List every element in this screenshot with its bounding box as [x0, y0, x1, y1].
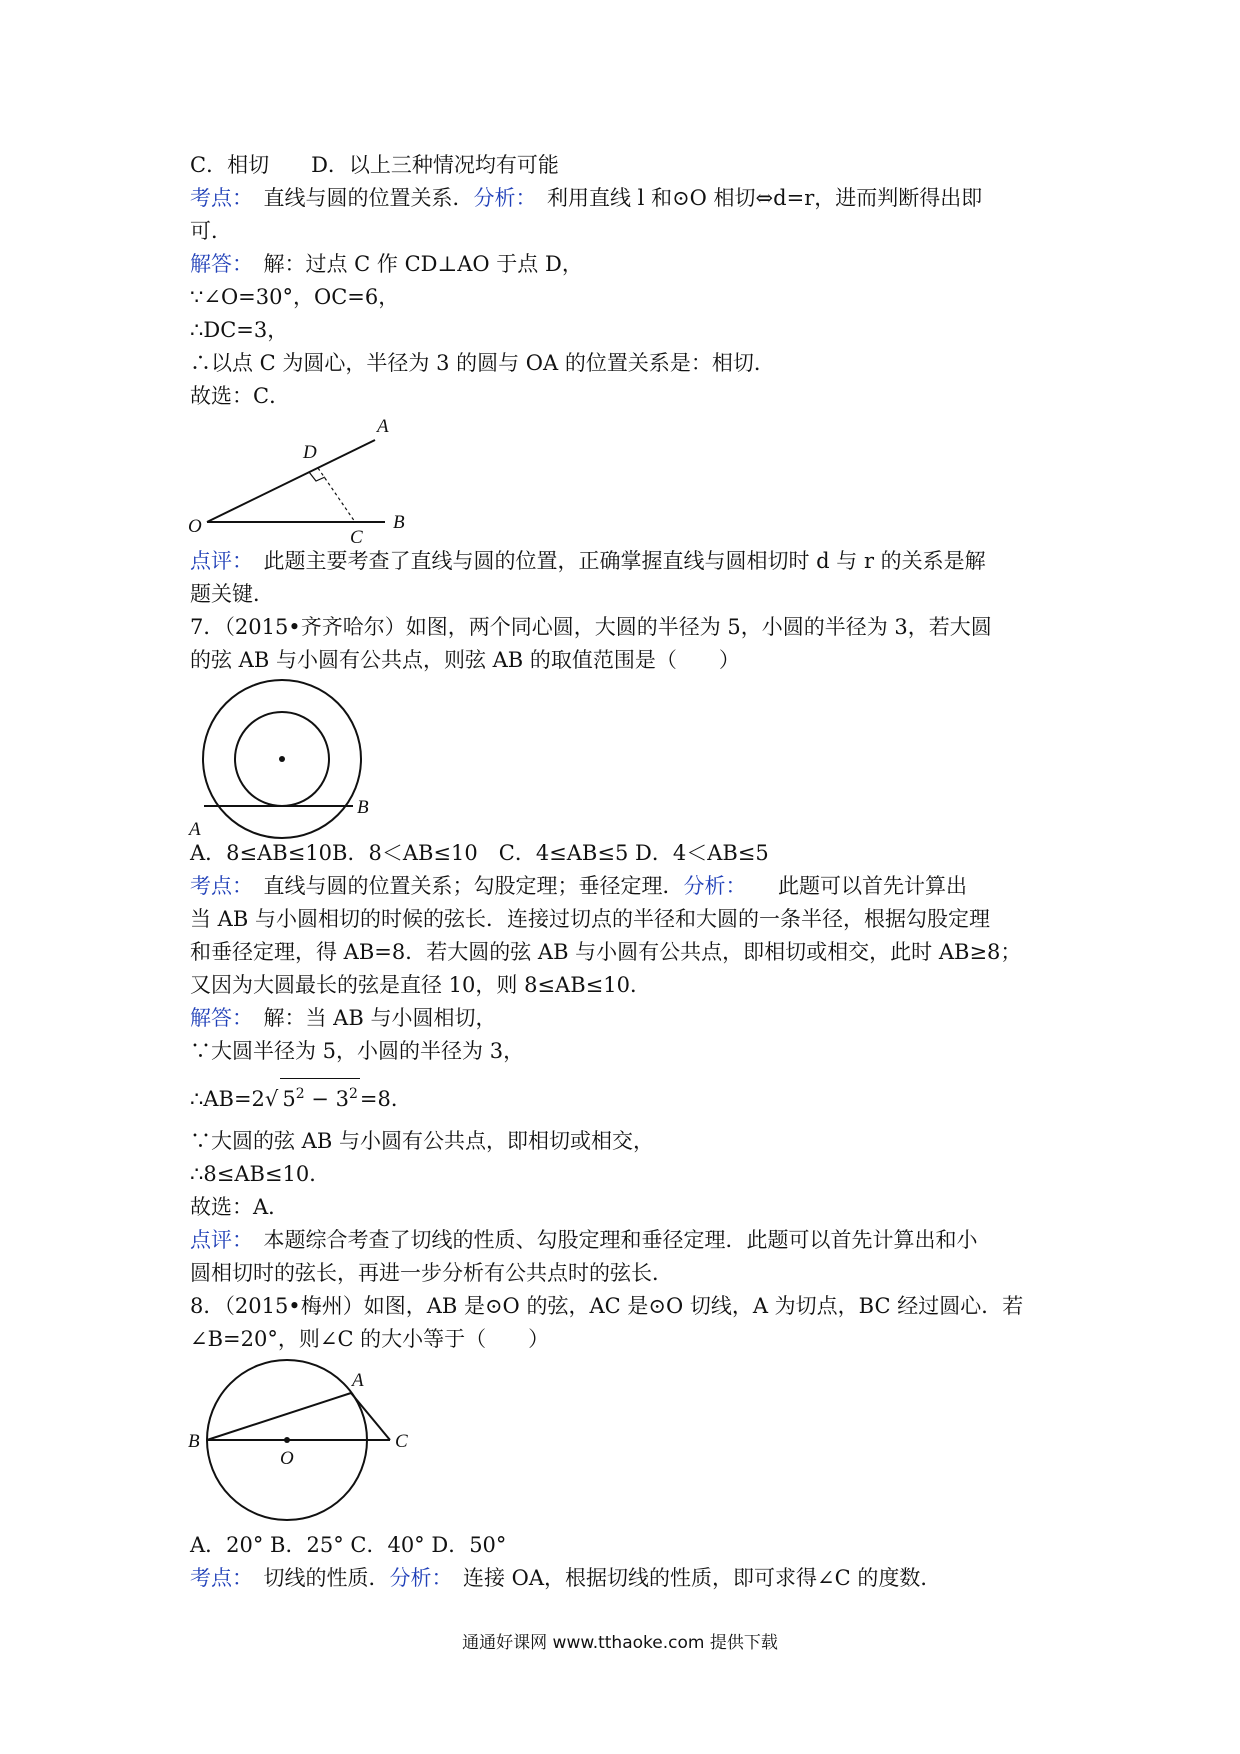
line-dc-dashed: [318, 468, 355, 522]
label-d: D: [303, 442, 317, 463]
q6-fenxi-cont: 可．: [190, 219, 232, 243]
q7-stem1: 7．（2015•齐齐哈尔）如图，两个同心圆，大圆的半径为 5，小圆的半径为 3，若大圆: [190, 615, 992, 639]
q7-dianping-line: [190, 1225, 978, 1255]
jieda-text: 解：当 AB 与小圆相切，: [242, 1006, 497, 1030]
formula-left: ∴AB=2: [190, 1087, 265, 1111]
label-a: A: [189, 819, 201, 840]
q7-fenxi-l3: 和垂径定理，得 AB=8．若大圆的弦 AB 与小圆有公共点，即相切或相交，此时 AB≥8；: [190, 940, 1022, 964]
q6-options-cd: C．相切 D．以上三种情况均有可能: [190, 153, 559, 177]
q8-options: A．20° B．25° C．40° D．50°: [190, 1533, 507, 1557]
q7-dianping-cont: 圆相切时的弦长，再进一步分析有公共点时的弦长．: [190, 1261, 673, 1285]
kaodian-label: 考点：: [190, 874, 243, 898]
label-b: B: [393, 512, 405, 533]
q8-stem2: ∠B=20°，则∠C 的大小等于（ ）: [190, 1327, 550, 1351]
q7-formula: [190, 1078, 412, 1114]
q6-step1: ∵∠O=30°，OC=6，: [190, 285, 400, 309]
q7-step3: ∴8≤AB≤10．: [190, 1162, 331, 1186]
right-angle-mark: [309, 472, 325, 481]
q7-step2: ∵大圆的弦 AB 与小圆有公共点，即相切或相交，: [190, 1129, 654, 1153]
q7-figure: [185, 675, 385, 845]
fenxi-label: 分析：: [683, 874, 736, 898]
jieda-label: 解答：: [190, 252, 243, 276]
dianping-text: 此题主要考查了直线与圆的位置，正确掌握直线与圆相切时 d 与 r 的关系是解: [242, 549, 986, 573]
dianping-text: 本题综合考查了切线的性质、勾股定理和垂径定理．此题可以首先计算出和小: [242, 1228, 978, 1252]
q7-step1: ∵大圆半径为 5，小圆的半径为 3，: [190, 1039, 525, 1063]
kaodian-text: 直线与圆的位置关系．: [242, 186, 474, 210]
jieda-label: 解答：: [190, 1006, 243, 1030]
radicand-b: 3: [335, 1087, 349, 1111]
fenxi-label: 分析：: [389, 1566, 442, 1590]
q7-answer: 故选：A．: [190, 1195, 290, 1219]
kaodian-text: 直线与圆的位置关系；勾股定理；垂径定理．: [242, 874, 684, 898]
line-oa: [207, 440, 375, 522]
fenxi-text: 此题可以首先计算出: [736, 874, 967, 898]
formula-right: =8．: [359, 1087, 412, 1111]
dianping-label: 点评：: [190, 1228, 243, 1252]
label-b: B: [188, 1431, 200, 1452]
label-o: O: [188, 516, 202, 537]
kaodian-label: 考点：: [190, 1566, 243, 1590]
q6-step2: ∴DC=3，: [190, 318, 289, 342]
sqrt-expression: √ $5^2 - 3^2$: [265, 1078, 360, 1114]
exp-b: 2: [348, 1086, 358, 1102]
q6-kaodian-line: [190, 183, 982, 213]
q6-figure: [185, 410, 445, 550]
q6-answer: 故选：C．: [190, 384, 291, 408]
q8-figure: [185, 1350, 425, 1530]
fenxi-text: 利用直线 l 和⊙O 相切⇔d=r，进而判断得出即: [526, 186, 983, 210]
jieda-text: 解：过点 C 作 CD⊥AO 于点 D，: [242, 252, 583, 276]
q6-dianping-line: [190, 546, 986, 576]
label-b: B: [357, 797, 369, 818]
center-dot: [279, 756, 285, 762]
label-a: A: [352, 1370, 364, 1391]
q8-stem1: 8．（2015•梅州）如图，AB 是⊙O 的弦，AC 是⊙O 切线，A 为切点，BC 经过圆心．若: [190, 1294, 1024, 1318]
q7-stem2: 的弦 AB 与小圆有公共点，则弦 AB 的取值范围是（ ）: [190, 648, 740, 672]
kaodian-label: 考点：: [190, 186, 243, 210]
q6-dianping-cont: 题关键．: [190, 582, 274, 606]
label-o: O: [280, 1448, 294, 1469]
dianping-label: 点评：: [190, 549, 243, 573]
tangent-ac: [351, 1393, 390, 1440]
label-c: C: [395, 1431, 408, 1452]
q7-jieda-line: [190, 1003, 496, 1033]
q7-fenxi-l2: 当 AB 与小圆相切的时候的弦长．连接过切点的半径和大圆的一条半径，根据勾股定理: [190, 907, 990, 931]
minus-sign: −: [304, 1087, 336, 1111]
exp-a: 2: [295, 1086, 305, 1102]
q7-options: A．8≤AB≤10B．8＜AB≤10 C．4≤AB≤5 D．4＜AB≤5: [190, 841, 769, 865]
fenxi-text: 连接 OA，根据切线的性质，即可求得∠C 的度数．: [442, 1566, 942, 1590]
kaodian-text: 切线的性质．: [242, 1566, 390, 1590]
chord-ab: [207, 1393, 351, 1440]
center-dot: [284, 1437, 290, 1443]
q6-jieda-line: [190, 249, 583, 279]
q7-fenxi-l4: 又因为大圆最长的弦是直径 10，则 8≤AB≤10．: [190, 973, 651, 997]
radicand-a: 5: [282, 1087, 296, 1111]
label-c: C: [350, 527, 363, 548]
q6-step3: ∴以点 C 为圆心，半径为 3 的圆与 OA 的位置关系是：相切．: [190, 351, 775, 375]
page-footer: 通通好课网 www.tthaoke.com 提供下载: [462, 1633, 778, 1653]
q7-kaodian-line: [190, 871, 967, 901]
q8-kaodian-line: [190, 1563, 941, 1593]
fenxi-label: 分析：: [473, 186, 526, 210]
label-a: A: [377, 416, 389, 437]
